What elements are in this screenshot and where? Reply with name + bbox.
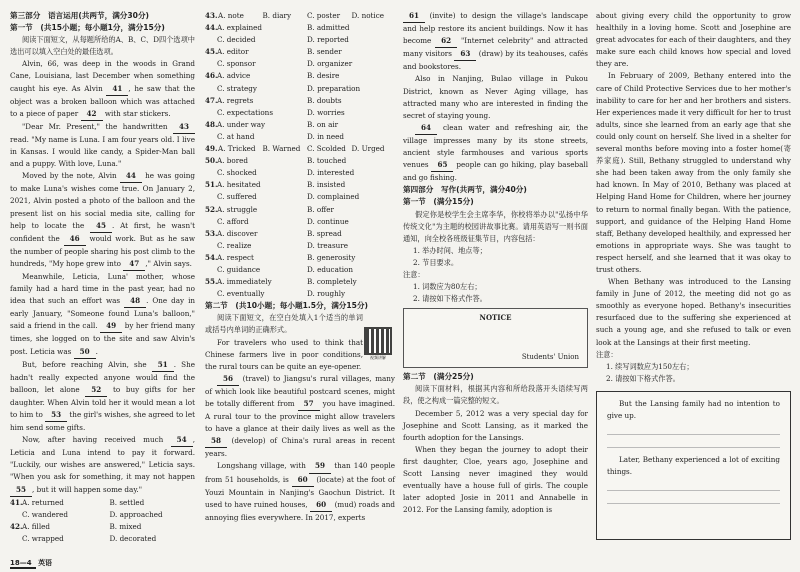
question-number [205,191,215,203]
option[interactable]: C. wrapped [22,533,64,543]
question-number: 47. [205,95,218,105]
options-row [205,107,395,119]
blank-57[interactable]: 57 [298,398,320,411]
options-row [205,264,395,276]
option[interactable]: B. on air [307,119,339,129]
writing-line[interactable] [607,422,780,435]
notes-title: 注意： [596,349,618,359]
options-row [205,252,395,264]
question-number [205,107,215,119]
option[interactable]: A. struggle [217,204,258,214]
blank-55[interactable]: 55 [10,484,32,497]
blank-65[interactable]: 65 [431,159,453,172]
options-row: 41. A. returned B. settled [10,497,195,509]
options-row [205,119,395,131]
option[interactable]: D. worries [307,107,345,117]
note-item: 2. 请按如下格式作答。 [606,373,680,383]
note-item: 2. 请按如下格式作答。 [413,294,487,304]
options-row [205,70,395,82]
option[interactable]: C. wandered [22,509,69,519]
passage-paragraph: "Dear Mr. Present," the handwritten 43 read. "My name is Luna. I am four years old. I live in Kansas. I would like candy, a Spider-Man ball and a puppy. With love, Luna." [10,121,195,169]
option[interactable]: B. admitted [307,23,350,33]
page-footer [10,558,52,568]
writing-line[interactable] [607,491,780,504]
question-number: 51. [205,180,218,190]
option[interactable]: C. decided [217,35,256,45]
option[interactable]: A. note [218,11,244,20]
options-row [205,83,395,95]
option[interactable]: A. Tricked [218,144,256,154]
column-2 [205,10,395,524]
option[interactable]: D. education [307,264,354,274]
question-number [205,83,215,95]
instructions: 阅读下面短文，从每题所给的A、B、C、D四个选项中选出可以填入空白处的最佳选项。 [10,35,195,57]
option[interactable]: D. treasure [307,240,348,250]
blank-60b[interactable]: 60 [310,499,332,512]
option[interactable]: C. poster [307,11,341,20]
option[interactable]: C. shocked [217,168,257,178]
option[interactable]: C. suffered [217,192,257,202]
option[interactable]: B. mixed [109,521,142,531]
question-number: 46. [205,71,218,81]
task-item: 1. 举办时间、地点等； [413,245,487,255]
question-number [205,34,215,46]
section-title: 第二节 (共10小题；每小题1.5分，满分15分) [205,301,369,311]
option[interactable]: B. offer [307,204,334,214]
options-row [205,228,395,240]
option[interactable]: B. doubts [307,95,342,105]
notice-title: NOTICE [479,313,512,323]
options-row [205,155,395,167]
question-number: 50. [205,156,218,166]
blank-50[interactable]: 50 [74,346,96,359]
instructions: 阅读下面短文，在空白处填入1个适当的单词或括号内单词的正确形式。 [205,313,363,335]
blank-63[interactable]: 63 [454,48,476,61]
option[interactable]: D. reported [307,35,349,45]
options-row [205,143,395,155]
passage-paragraph: For travelers who used to think that Chinese farmers live in poor conditions, the rural tours can be quite an eye-opener. [205,337,363,371]
option[interactable]: D. notice [351,11,384,20]
options-row: 43. A. note B. diary C. poster D. notice [205,10,395,22]
option[interactable]: A. bored [217,156,248,166]
option[interactable]: B. Warned [262,144,301,154]
question-number: 53. [205,228,218,238]
option[interactable]: D. decorated [109,533,157,543]
paragraph-starter-2: Later, Bethany experienced a lot of exciting things. [607,455,780,477]
blank-42[interactable]: 42 [81,108,103,121]
blank-56[interactable]: 56 [217,373,239,386]
option[interactable]: C. eventually [217,289,265,299]
question-number [205,240,215,252]
option[interactable]: D. organizer [307,59,353,69]
options-row [205,276,395,288]
option[interactable]: B. insisted [307,180,346,190]
question-number [205,264,215,276]
option[interactable]: B. sender [307,47,342,57]
options-row [205,167,395,179]
notice-signature: Students' Union [521,353,579,362]
notes-title: 注意： [403,269,425,279]
option[interactable]: B. desire [307,71,340,81]
option[interactable]: A. respect [217,252,254,262]
question-number [205,131,215,143]
passage-paragraph: 64 clean water and refreshing air, the village impresses many by its stone streets, ancient style farmhouses and various sports venues 65 people can go hiking, play baseball and go fishing. [403,122,588,183]
option[interactable]: B. diary [262,11,292,20]
blank-60[interactable]: 60 [292,474,314,487]
qr-code-icon [364,327,392,355]
question-number: 45. [205,47,218,57]
story-paragraph: December 5, 2012 was a very special day for Josephine and Scott Lansing, as it marked the fourth adoption for the Lansings. [403,408,588,442]
blank-45[interactable]: 45 [90,220,112,233]
option[interactable]: A. under way [217,119,266,129]
options-row [205,22,395,34]
option[interactable]: D. preparation [307,83,361,93]
story-paragraph: When Bethany was introduced to the Lansing family in June of 2012, the meeting did not go as smoothly as everyone hoped. Bethany's insecurities resurfaced due to the suffering she experienced at such a young age, and she refused to talk or even look at the Lansings at their first meeting. [596,277,791,347]
blank-51[interactable]: 51 [152,359,174,372]
story-paragraph: In February of 2009, Bethany entered into the care of Child Protective Services due to her mother's inability to care for her and her brothers and sisters. Her experiences made it very difficult for her to trust adults, since she learned from an early age that she could only count on herself. She lived in a shelter for several months before moving into a foster home(寄养家庭). Still, Bethany struggled to understand why she had been taken away from the only family she had known. In May of 2010, Bethany was placed at Helping Hand Home for Children, where her journey to return to normal finally began. With the patience, support, and guidance of the Helping Hand Home staff, Bethany developed healthily, and expressed her emotions in appropriate ways. She was taught to respect herself, and she learned that it was okay to trust others. [596,71,791,274]
passage-paragraph: But, before reaching Alvin, she 51 . She hadn't really expected anyone would find the balloon, let alone 52 to buy gifts for her daughter. When Alvin told her it would mean a lot to him to 53 the girl's wishes, she agreed to let him send some gifts. [10,359,195,433]
passage-paragraph: 61 (invite) to design the village's landscape and help restore its ancient buildings. Now it has become 62 "Internet celebrity" and attracted many visitors 63 (draw) by its teahouses, cafés and bookstores. [403,11,588,72]
blank-44[interactable]: 44 [120,170,142,183]
option[interactable]: A. immediately [217,277,272,287]
option[interactable]: D. roughly [307,289,346,299]
question-number [205,167,215,179]
options-row [205,204,395,216]
column-4 [596,10,791,540]
question-number: 44. [205,23,218,33]
passage-paragraph: Also in Nanjing, Bulao village in Pukou District, known as Never Aging village, has attracted many who are interested in finding the secret of staying young. [403,74,588,120]
option[interactable]: C. Scolded [307,144,346,154]
passage-paragraph: Alvin, 66, was deep in the woods in Grand Cane, Louisiana, last December when something caught his eye. As Alvin 41 , he saw that the object was a broken balloon which was attached to a piece of paper 42 with star stickers. [10,58,195,120]
note-item: 1. 词数应为80左右； [413,282,482,292]
option[interactable]: C. guidance [217,264,261,274]
blank-49[interactable]: 49 [100,320,122,333]
option[interactable]: A. editor [217,47,249,57]
option[interactable]: D. in need [307,131,345,141]
part-title: 第四部分 写作(共两节，满分40分) [403,185,527,195]
blank-53[interactable]: 53 [45,409,67,422]
blank-43[interactable]: 43 [173,121,195,134]
option[interactable]: A. regrets [217,95,254,105]
option[interactable]: C. strategy [217,83,257,93]
option[interactable]: A. explained [217,23,263,33]
option[interactable]: D. interested [307,168,355,178]
option[interactable]: A. discover [217,228,258,238]
option[interactable]: B. completely [307,277,357,287]
blank-59[interactable]: 59 [309,460,331,473]
option[interactable]: A. filled [22,521,51,531]
option[interactable]: C. realize [217,240,252,250]
blank-61[interactable]: 61 [403,10,425,23]
option[interactable]: D. complained [307,192,360,202]
option[interactable]: B. spread [307,228,342,238]
options-row [205,34,395,46]
blank-41[interactable]: 41 [106,83,128,96]
column-1 [10,10,195,545]
question-number [205,216,215,228]
blank-64[interactable]: 64 [415,122,437,135]
passage-paragraph: Meanwhile, Leticia, Luna' mother, whose family had a hard time in the past year, had no idea that such an effort was 48 . One day in early January, "Someone found Luna's balloon," said a friend in the call. 49 by her friend many times, she logged on to the site and saw Alvin's post. Leticia was 50 . [10,271,195,359]
section-title: 第一节 (满分15分) [403,197,474,207]
option[interactable]: A. hesitated [217,180,261,190]
options-row [205,240,395,252]
option[interactable]: C. sponsor [217,59,256,69]
continuation-answer-box[interactable] [596,391,791,540]
note-item: 1. 续写词数应为150左右； [606,361,694,371]
writing-line[interactable] [607,478,780,491]
writing-task: 假定你是校学生会主席李华，你校将举办以"弘扬中华传统文化"为主题的校园讲故事比赛。请用英语写一则书面通知，向全校各班级征集节目，内容包括： [403,209,588,243]
qr-code[interactable] [364,327,392,360]
option[interactable]: B. settled [109,497,145,507]
page-number: 18—4 [10,559,36,569]
question-number: 48. [205,119,218,129]
blank-46[interactable]: 46 [64,233,86,246]
question-number: 52. [205,204,218,214]
blank-58[interactable]: 58 [205,435,227,448]
passage-paragraph: Longshang village, with 59 than 140 people from 51 households, is 60 (locate) at the foot of Youzi Mountain in Nanjing's Gaochun District. It used to have ruined houses, 60 (mud) roads and annoying flies everywhere. In 2017, experts [205,461,395,522]
options-row [205,179,395,191]
option[interactable]: A. advice [217,71,251,81]
passage-paragraph: 56 (travel) to Jiangsu's rural villages, many of which look like beautiful postcard scenes, might be totally different from 57 you have imagined. A rural tour to the province might allow travelers to have a glance at their daily lives as well as the 58 (develop) of China's rural areas in recent years. [205,373,395,459]
options-row [205,191,395,203]
blank-52[interactable]: 52 [85,384,107,397]
section-title: 第一节 (共15小题；每小题1分，满分15分) [10,23,165,33]
writing-task: 阅读下面材料，根据其内容和所给段落开头语续写两段，使之构成一篇完整的短文。 [403,384,588,406]
option[interactable]: B. generosity [307,252,356,262]
story-paragraph: When they began the journey to adopt their first daughter, Cloe, years ago, Josephine and Scott Lansing never imagined they would eventually have a house full of girls. The couple later adopted Josie in 2011 and Annabelle in 2012. For the Lansing family, adoption is [403,444,588,515]
question-number: 54. [205,252,218,262]
blank-54[interactable]: 54 [171,434,193,447]
question-number [205,58,215,70]
blank-62[interactable]: 62 [435,35,457,48]
passage-paragraph: Moved by the note, Alvin 44 he was going to make Luna's wishes come true. On January 2, 2021, Alvin posted a photo of the balloon and the present list on his social media site, calling for help to locate the 45 . At first, he wasn't confident the 46 would work. But as he saw the number of people sharing his post climb to the hundreds, "My hope grew into 47 ," Alvin says. [10,170,195,271]
paragraph-starter-1: But the Lansing family had no intention to give up. [607,398,780,420]
option[interactable]: D. continue [307,216,349,226]
options-row [205,288,395,300]
option[interactable]: B. touched [307,156,347,166]
writing-line[interactable] [607,435,780,448]
question-number: 49. [205,144,218,154]
option[interactable]: A. returned [22,497,64,507]
subject-label: 英语 [38,559,53,567]
part-title: 第三部分 语言运用(共两节，满分30分) [10,11,150,20]
story-paragraph: about giving every child the opportunity to grow healthily in a loving home. Scott and Josephine are great advocates for each of their daughters, and they make sure each child knows how special and loved they are. [596,11,791,69]
options-row [205,216,395,228]
question-number: 55. [205,277,218,287]
options-row [10,509,195,521]
section-title: 第二节 (满分25分) [403,372,474,382]
notice-answer-box[interactable] [403,308,588,368]
option[interactable]: C. expectations [217,107,274,117]
options-row [205,46,395,58]
options-row [205,58,395,70]
option[interactable]: C. at hand [217,131,255,141]
options-row [205,95,395,107]
question-number [205,288,215,300]
option[interactable]: D. approached [109,509,163,519]
options-row [10,533,195,545]
options-row [205,131,395,143]
task-item: 2. 节目要求。 [413,257,459,267]
options-row: 42. A. filled B. mixed [10,521,195,533]
option[interactable]: C. afford [217,216,249,226]
option[interactable]: D. Urged [351,144,385,154]
blank-47[interactable]: 47 [123,258,145,271]
column-3 [403,10,588,516]
qr-caption: 视频讲解 [370,355,386,360]
passage-paragraph: Now, after having received much 54 , Leticia and Luna intend to pay it forward. "Luckily, our wishes are answered," Leticia says. "When you ask for something, it may not happen 55 , but it will happen some day." [10,434,195,496]
blank-48[interactable]: 48 [124,295,146,308]
